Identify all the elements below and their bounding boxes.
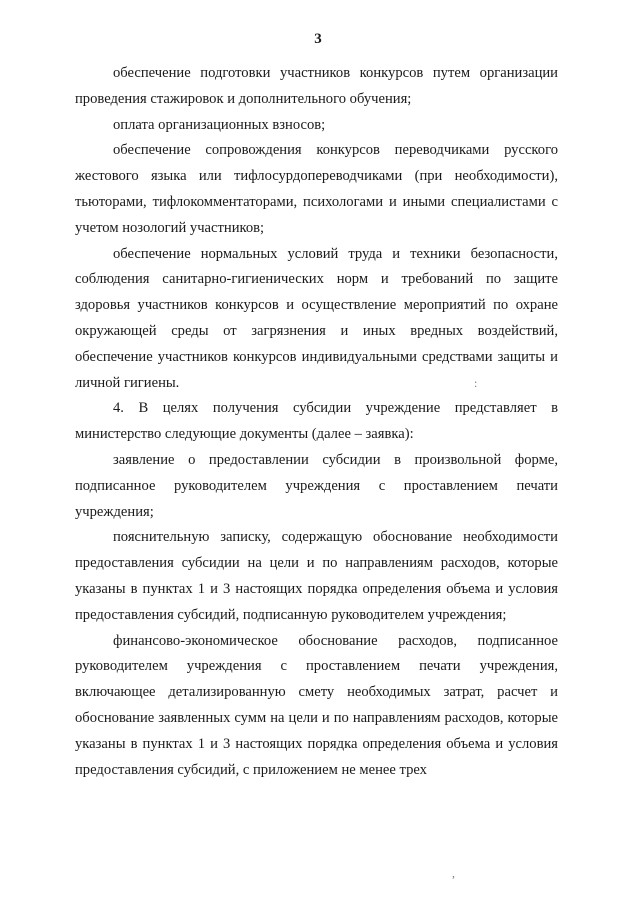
scan-speck: , — [452, 866, 455, 880]
paragraph-explanatory-note: пояснительную записку, содержащую обоснование необходимости предоставления субсидии на цели и по направлениям расходов, которые указаны в пунктах 1 и 3 настоящих порядка определения объема и условия предоставления субсидий, подписанную руководителем учреждения; — [75, 529, 558, 623]
paragraph-financial-justification: финансово-экономическое обоснование расходов, подписанное руководителем учреждения с проставлением печати учреждения, включающее детализированную смету необходимых затрат, расчет и обоснование заявленных сумм на цели и по направлениям расходов, которые указаны в пунктах 1 и 3 настоящих порядка определения объема и условия предоставления субсидий, с приложением не менее трех — [75, 632, 558, 778]
paragraph-safety: обеспечение нормальных условий труда и техники безопасности, соблюдения санитарно-гигиенических норм и требований по защите здоровья участников конкурсов и осуществление мероприятий по охране окружающей среды от загрязнения и иных вредных воздействий, обеспечение участников конкурсов индивидуальными средствами защиты и личной гигиены. — [75, 245, 558, 391]
paragraph-interpreters: обеспечение сопровождения конкурсов переводчиками русского жестового языка или тифлосурдопереводчиками (при необходимости), тьюторами, тифлокомментаторами, психологами и иными специалистами с учетом нозологий участников; — [75, 142, 558, 236]
paragraph-training: обеспечение подготовки участников конкурсов путем организации проведения стажировок и дополнительного обучения; — [75, 65, 558, 107]
paragraph-fees: оплата организационных взносов; — [113, 116, 326, 133]
document-body — [75, 61, 558, 783]
paragraph-application: заявление о предоставлении субсидии в произвольной форме, подписанное руководителем учреждения с проставлением печати учреждения; — [75, 451, 558, 520]
paragraph-item-4: 4. В целях получения субсидии учреждение представляет в министерство следующие документы (далее – заявка): — [75, 400, 558, 443]
page-number: 3 — [314, 31, 322, 47]
scan-speck: : — [474, 376, 478, 390]
